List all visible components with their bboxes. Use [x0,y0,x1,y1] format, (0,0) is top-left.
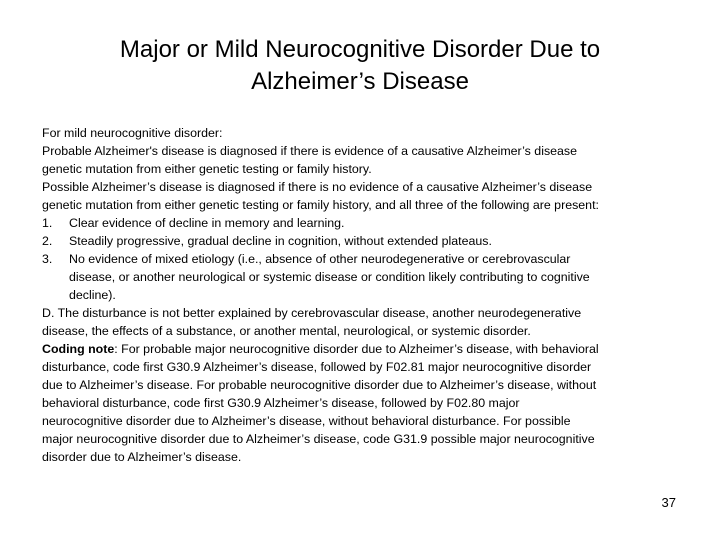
coding-note-first-line [42,340,682,358]
paragraph-line: D. The disturbance is not better explained by cerebrovascular disease, another neurodegenerative [42,306,582,320]
paragraph-line: genetic mutation from either genetic testing or family history. [42,162,372,176]
criterion-item [42,232,682,250]
criterion-line: decline). [69,288,116,302]
criterion-d-paragraph [42,304,682,340]
coding-note-paragraph [42,340,682,466]
criterion-number: 1. [42,216,53,230]
paragraph-line: disease, the effects of a substance, or another mental, neurological, or systemic disorder. [42,324,531,338]
paragraph-line: due to Alzheimer’s disease. For probable neurocognitive disorder due to Alzheimer’s disease, without [42,378,597,392]
paragraph-line: major neurocognitive disorder due to Alzheimer’s disease, code G31.9 possible major neurocognitive [42,432,595,446]
criterion-item [42,250,682,304]
paragraph-line: behavioral disturbance, code first G30.9 Alzheimer’s disease, followed by F02.80 major [42,396,520,410]
paragraph-line: Possible Alzheimer’s disease is diagnosed if there is no evidence of a causative Alzheimer’s disease [42,180,593,194]
criterion-line: Clear evidence of decline in memory and learning. [69,216,345,230]
paragraph-line: disorder due to Alzheimer’s disease. [42,450,242,464]
coding-note-first-text: : For probable major neurocognitive disorder due to Alzheimer’s disease, with behavioral [114,342,599,356]
paragraph-line: neurocognitive disorder due to Alzheimer’s disease, without behavioral disturbance. For possible [42,414,571,428]
paragraph-line: genetic mutation from either genetic testing or family history, and all three of the following are present: [42,198,599,212]
slide-title-line: Major or Mild Neurocognitive Disorder Due to [119,36,601,63]
criterion-line: Steadily progressive, gradual decline in cognition, without extended plateaus. [69,234,492,248]
page-number: 37 [661,495,676,510]
paragraph-line: disturbance, code first G30.9 Alzheimer’s disease, followed by F02.81 major neurocognitive disorder [42,360,592,374]
coding-note-label: Coding note [42,342,115,356]
criterion-text [69,232,682,250]
criterion-text [69,214,682,232]
mild-heading: For mild neurocognitive disorder: [42,126,223,140]
probable-paragraph [42,142,682,178]
criterion-text [69,250,682,304]
criterion-line: No evidence of mixed etiology (i.e., absence of other neurodegenerative or cerebrovascular [69,252,571,266]
criterion-line: disease, or another neurological or systemic disease or condition likely contributing to cognitive [69,270,590,284]
slide-title-line: Alzheimer’s Disease [251,68,469,95]
slide-title [40,34,680,98]
criterion-number: 2. [42,234,53,248]
possible-paragraph [42,178,682,214]
criterion-item [42,214,682,232]
criterion-number: 3. [42,252,53,266]
slide-body [42,124,682,466]
paragraph-line: Probable Alzheimer's disease is diagnosed if there is evidence of a causative Alzheimer’s disease [42,144,578,158]
